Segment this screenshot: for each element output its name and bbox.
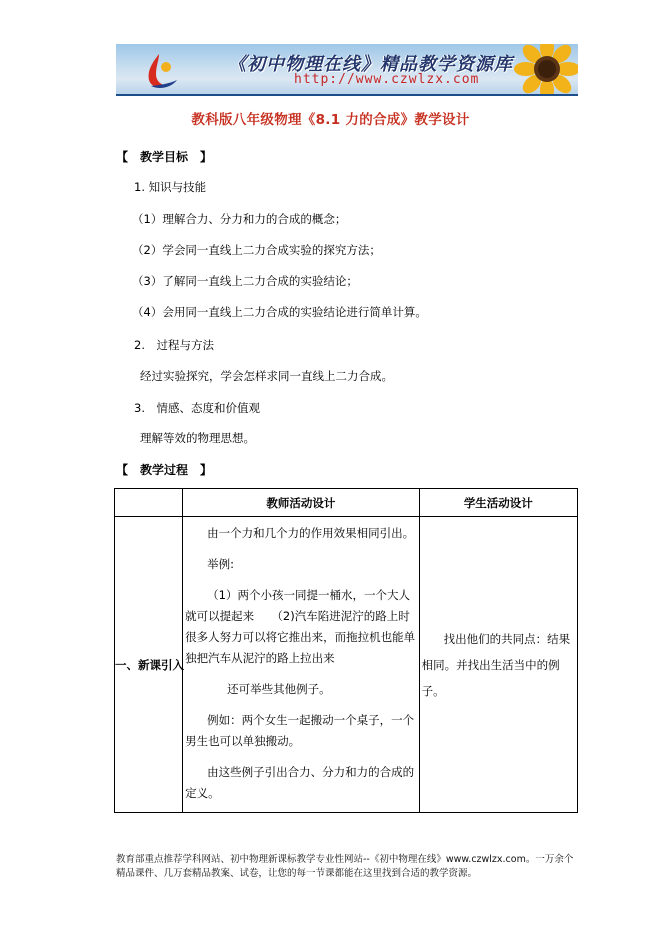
column-header-student: 学生活动设计 [419, 489, 577, 517]
student-activity-cell [419, 517, 577, 813]
lesson-table [114, 488, 578, 813]
objective-line: 经过实验探究，学会怎样求同一直线上二力合成。 [140, 369, 393, 383]
teacher-paragraph: 例如：两个女生一起搬动一个桌子，一个男生也可以单独搬动。 [185, 713, 415, 748]
column-header [115, 489, 183, 517]
teacher-paragraph: （1）两个小孩一同提一桶水，一个大人就可以提起来 （2)汽车陷进泥泞的路上时很多人努力可以将它推出来，而拖拉机也能单独把汽车从泥泞的路上拉出来 [185, 588, 416, 665]
process-heading: 【 教学过程 】 [116, 463, 213, 477]
teacher-paragraph: 由一个力和几个力的作用效果相同引出。 [207, 526, 415, 540]
table-header-row [115, 489, 578, 517]
teacher-paragraph: 由这些例子引出合力、分力和力的合成的定义。 [185, 765, 415, 800]
objective-line: （1）理解合力、分力和力的合成的概念； [132, 212, 347, 226]
stage-label: 一、新课引入 [115, 517, 183, 813]
objective-line: 理解等效的物理思想。 [140, 431, 255, 445]
banner-divider [116, 94, 578, 96]
banner-title: 《初中物理在线》精品教学资源库 [228, 54, 513, 75]
footer-note: 教育部重点推荐学科网站、初中物理新课标教学专业性网站--《初中物理在线》www.czwlzx.com。一万余个精品课件、几万套精品教案、试卷，让您的每一节课都能在这里找到合适的教学资源。 [116, 854, 574, 879]
objective-line: （4）会用同一直线上二力合成的实验结论进行简单计算。 [132, 305, 427, 319]
student-activity-text: 找出他们的共同点：结果相同。并找出生活当中的例子。 [421, 631, 571, 698]
table-row [115, 517, 578, 813]
teacher-paragraph: 还可举些其他例子。 [227, 682, 331, 696]
objective-line: 2. 过程与方法 [134, 338, 214, 352]
objective-line: （3）了解同一直线上二力合成的实验结论； [132, 274, 358, 288]
site-logo-icon [139, 52, 179, 90]
column-header-teacher: 教师活动设计 [183, 489, 420, 517]
header-banner [116, 44, 578, 94]
teacher-activity-cell [183, 517, 420, 813]
sunflower-icon [512, 44, 578, 94]
banner-url[interactable]: http://www.czwlzx.com [294, 72, 480, 87]
objective-line: 1. 知识与技能 [134, 180, 207, 194]
document-title: 教科版八年级物理《8.1 力的合成》教学设计 [191, 112, 470, 128]
objective-line: 3. 情感、态度和价值观 [134, 401, 260, 415]
objective-line: （2）学会同一直线上二力合成实验的探究方法； [132, 243, 381, 257]
objectives-heading: 【 教学目标 】 [116, 150, 213, 164]
teacher-paragraph: 举例: [207, 557, 235, 571]
